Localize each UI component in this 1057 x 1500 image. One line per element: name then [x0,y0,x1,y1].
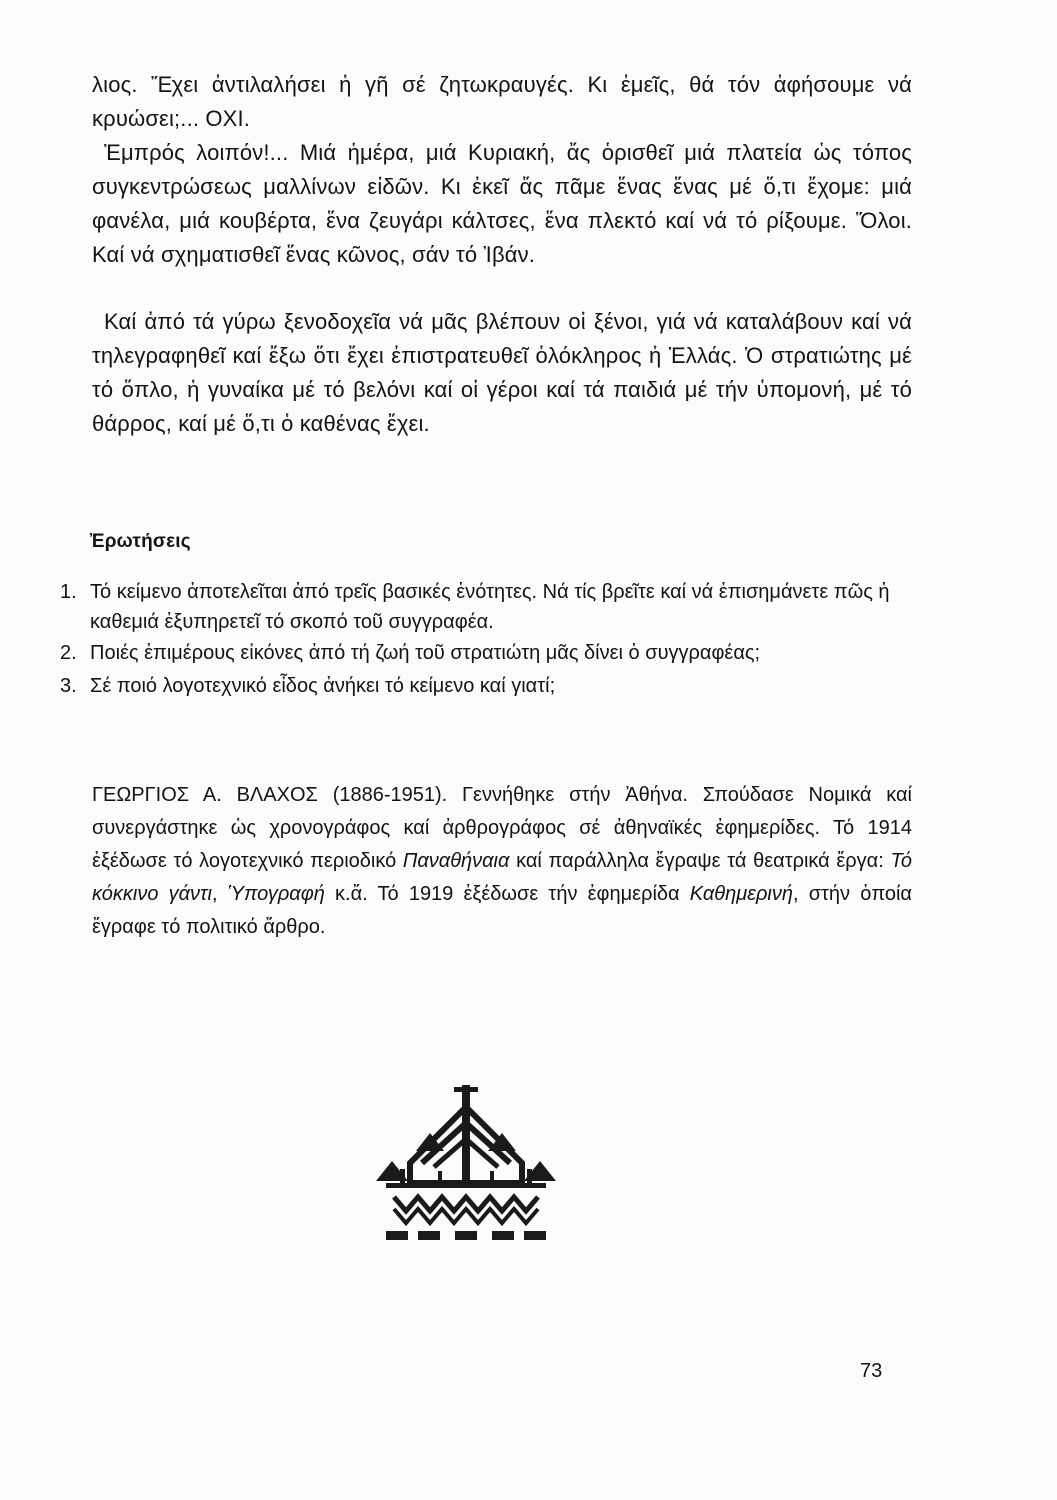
question-item [60,638,912,668]
question-item [60,671,912,701]
newspaper-title: Καθημερινή [689,883,793,905]
bio-text: κ.ἄ. Τό 1919 ἐξέδωσε τήν ἐφημερίδα [324,883,690,905]
paragraph-text: Καί ἀπό τά γύρω ξενοδοχεῖα νά μᾶς βλέπουν οἱ ξένοι, γιά νά καταλάβουν καί νά τηλεγραφηθεῖ καί ἔξω ὅτι ἔχει ἐπιστρατευθεῖ ὁλόκληρος ἡ Ἑλλάς. Ὁ στρατιώτης μέ τό ὅπλο, ἡ γυναίκα μέ τό βελόνι καί οἱ γέροι καί τά παιδιά μέ τήν ὑπομονή, μέ τό θάρρος, καί μέ ὅ,τι ὁ καθένας ἔχει. [92,309,912,436]
body-paragraph-2 [92,136,912,272]
body-paragraph-1 [92,68,912,136]
question-text: Τό κείμενο ἀποτελεῖται ἀπό τρεῖς βασικές ἑνότητες. Νά τίς βρεῖτε καί νά ἐπισημάνετε πῶς ἡ καθεμιά ἐξυπηρετεῖ τό σκοπό τοῦ συγγραφέα. [90,581,890,633]
question-number: 2. [60,642,77,664]
question-text: Σέ ποιό λογοτεχνικό εἶδος ἀνήκει τό κείμενο καί γιατί; [90,675,556,697]
bio-text: καί παράλληλα ἔγραψε τά θεατρικά ἔργα: [509,850,891,872]
periodical-title: Παναθήναια [402,850,510,872]
question-number: 3. [60,675,77,697]
play-title: Ὑπογραφή [227,883,325,905]
body-paragraph-3 [92,305,912,441]
questions-heading: Ἐρωτήσεις [90,531,191,552]
question-number: 1. [60,581,77,603]
page-number: 73 [860,1360,883,1382]
paragraph-text: Ἐμπρός λοιπόν!... Μιά ἡμέρα, μιά Κυριακή, ἄς ὁρισθεῖ μιά πλατεία ὡς τόπος συγκεντρώσεως μαλλίνων εἰδῶν. Κι ἐκεῖ ἄς πᾶμε ἕνας ἕνας μέ ὅ,τι ἔχομε: μιά φανέλα, μιά κουβέρτα, ἕνα ζευγάρι κάλτσες, ἕνα πλεκτό καί νά τό ρίξουμε. Ὅλοι. Καί νά σχηματισθεῖ ἕνας κῶνος, σάν τό Ἰβάν. [92,140,912,267]
bio-text: , [211,883,228,905]
bio-text: ΓΕΩΡΓΙΟΣ Α. ΒΛΑΧΟΣ (1886-1951). Γεννήθηκε στήν Ἀθήνα. Σπούδασε Νομικά καί συνεργάστηκε ὡς χρονογράφος καί ἀρθρογράφος σέ ἀθηναϊκές ἐφημερίδες. Τό 1914 ἐξέδωσε τό λογοτεχνικό περιοδικό [92,784,912,872]
folk-embroidery-tree-icon [372,1085,560,1243]
bio-text: , στήν ὁποία ἔγραφε τό πολιτικό ἄρθρο. [92,883,912,938]
play-title: Τό κόκκινο γάντι [92,850,912,905]
question-text: Ποιές ἐπιμέρους εἰκόνες ἀπό τή ζωή τοῦ στρατιώτη μᾶς δίνει ὁ συγγραφέας; [90,642,761,664]
question-item [60,577,912,637]
paragraph-text: λιος. Ἔχει ἀντιλαλήσει ἡ γῆ σέ ζητωκραυγές. Κι ἐμεῖς, θά τόν ἀφήσουμε νά κρυώσει;... ΟΧΙ. [92,72,912,131]
author-biography [92,779,912,944]
